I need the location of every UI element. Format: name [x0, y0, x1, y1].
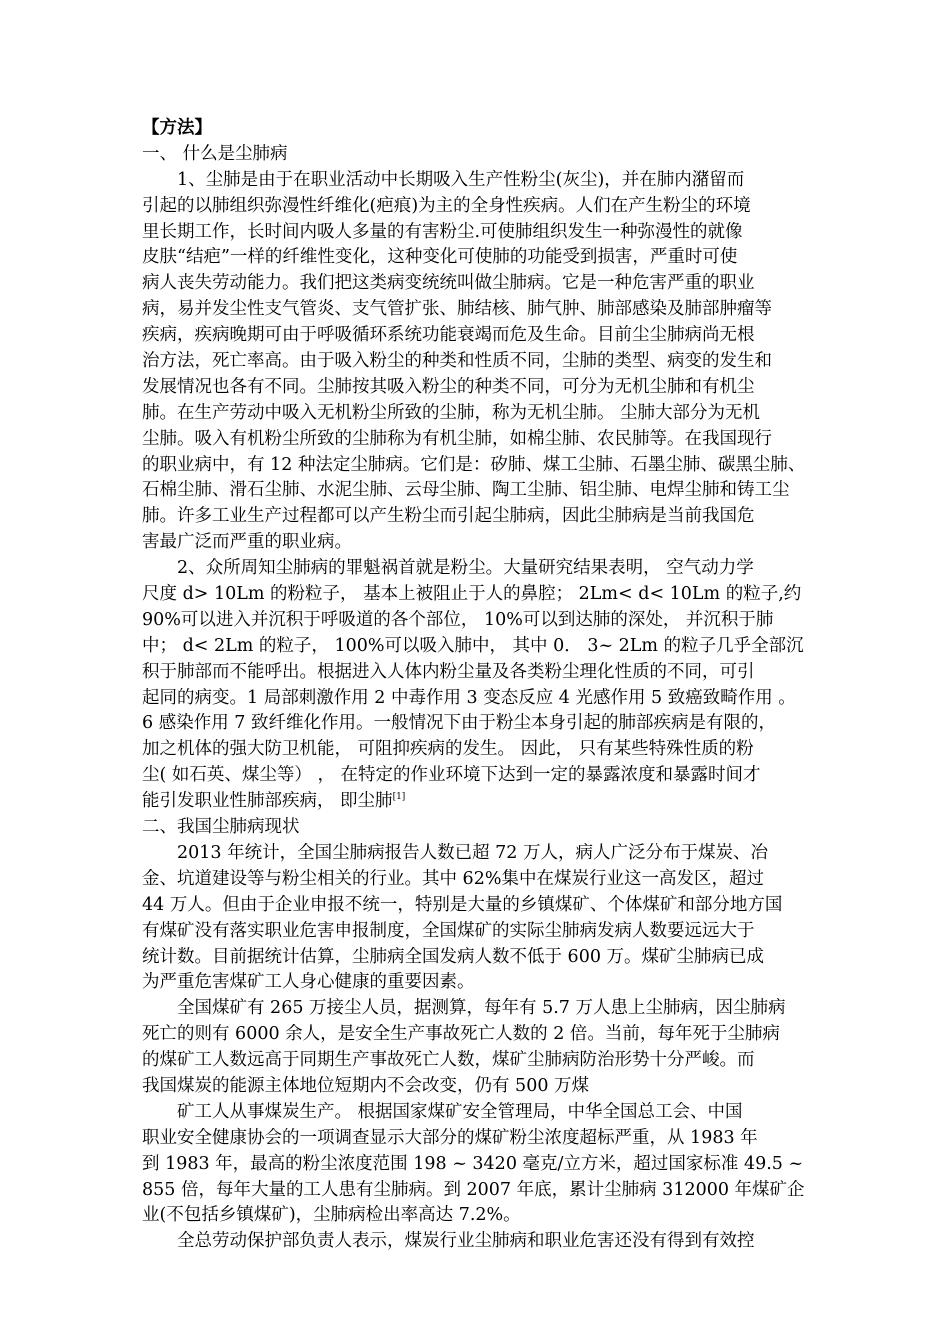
text-line — [142, 1074, 812, 1100]
text-line — [142, 427, 812, 453]
line-text: 业(不包括乡镇煤矿)，尘肺病检出率高达 7.2%。 — [142, 1205, 521, 1226]
line-text: 为严重危害煤矿工人身心健康的重要因素。 — [142, 972, 475, 993]
text-line — [142, 401, 812, 427]
text-line — [142, 867, 812, 893]
text-line — [142, 686, 812, 712]
line-text: 855 倍，每年大量的工人患有尘肺病。到 2007 年底，累计尘肺病 312000 年煤矿企 — [142, 1179, 805, 1200]
line-text: 里长期工作，长时间内吸人多量的有害粉尘.可使肺组织发生一种弥漫性的就像 — [142, 221, 743, 242]
text-line — [142, 608, 812, 634]
text-line — [142, 478, 812, 504]
line-text: 能引发职业性肺部疾病， 即尘肺 — [142, 791, 393, 812]
line-text: 1、尘肺是由于在职业活动中长期吸入生产性粉尘(灰尘)，并在肺内潴留而 — [177, 169, 745, 190]
line-text: 全总劳动保护部负责人表示，煤炭行业尘肺病和职业危害还没有得到有效控 — [177, 1231, 755, 1252]
text-line — [142, 220, 812, 246]
text-line — [142, 142, 812, 168]
line-text: 肺。在生产劳动中吸入无机粉尘所致的尘肺，称为无机尘肺。 尘肺大部分为无机 — [142, 402, 761, 423]
text-line — [142, 582, 812, 608]
document-page — [142, 116, 812, 1255]
line-text: 有煤矿没有落实职业危害申报制度，全国煤矿的实际尘肺病发病人数要远远大于 — [142, 920, 755, 941]
line-text: 害最广泛而严重的职业病。 — [142, 532, 352, 553]
section-heading — [142, 116, 812, 142]
line-text: 病，易并发尘性支气管炎、支气管扩张、肺结核、肺气肿、肺部感染及肺部肿瘤等 — [142, 299, 772, 320]
line-text: 二、我国尘肺病现状 — [142, 817, 300, 838]
line-text: 尺度 d> 10Lm 的粉粒子， 基本上被阻止于人的鼻腔； 2Lm< d< 10Lm 的粒子,约 — [142, 584, 802, 605]
line-text: 2、众所周知尘肺病的罪魁祸首就是粉尘。大量研究结果表明， 空气动力学 — [177, 558, 754, 579]
line-text: 肺。许多工业生产过程都可以产生粉尘而引起尘肺病，因此尘肺病是当前我国危 — [142, 506, 755, 527]
line-text: 一、 什么是尘肺病 — [142, 143, 288, 164]
text-line — [142, 841, 812, 867]
text-line — [142, 323, 812, 349]
text-line — [142, 1178, 812, 1204]
line-text: 病人丧失劳动能力。我们把这类病变统统叫做尘肺病。它是一种危害严重的职业 — [142, 273, 755, 294]
line-text: 石棉尘肺、滑石尘肺、水泥尘肺、云母尘肺、陶工尘肺、铝尘肺、电焊尘肺和铸工尘 — [142, 480, 790, 501]
text-line — [142, 168, 812, 194]
text-line — [142, 1203, 812, 1229]
line-text: 治方法，死亡率高。由于吸入粉尘的种类和性质不同，尘肺的类型、病变的发生和 — [142, 351, 772, 372]
text-line — [142, 453, 812, 479]
line-text: 起同的病变。1 局部刺激作用 2 中毒作用 3 变态反应 4 光感作用 5 致癌致畸作用 。 — [142, 687, 796, 708]
line-text: 金、坑道建设等与粉尘相关的行业。其中 62%集中在煤炭行业这一高发区，超过 — [142, 868, 764, 889]
line-text: 疾病，疾病晚期可由于呼吸循环系统功能衰竭而危及生命。目前尘尘肺病尚无根 — [142, 325, 755, 346]
text-line — [142, 1048, 812, 1074]
text-line — [142, 893, 812, 919]
text-line — [142, 1152, 812, 1178]
line-text: 职业安全健康协会的一项调查显示大部分的煤矿粉尘浓度超标严重，从 1983 年 — [142, 1127, 758, 1148]
line-text: 统计数。目前据统计估算，尘肺病全国发病人数不低于 600 万。煤矿尘肺病已成 — [142, 946, 765, 967]
text-line — [142, 970, 812, 996]
text-line — [142, 375, 812, 401]
line-text: 【方法】 — [142, 118, 212, 138]
line-text: 90%可以进入并沉积于呼吸道的各个部位， 10%可以到达肺的深处， 并沉积于肺 — [142, 609, 774, 630]
text-line — [142, 1022, 812, 1048]
text-line — [142, 194, 812, 220]
line-text: 积于肺部而不能呼出。根据进入人体内粉尘量及各类粉尘理化性质的不同，可引 — [142, 661, 755, 682]
text-line — [142, 1229, 812, 1255]
text-line — [142, 660, 812, 686]
citation-reference: [1] — [392, 792, 406, 803]
line-text: 2013 年统计，全国尘肺病报告人数已超 72 万人，病人广泛分布于煤炭、冶 — [177, 842, 768, 863]
line-text: 到 1983 年，最高的粉尘浓度范围 198 ~ 3420 毫克/立方米，超过国家标准 49.5 ~ — [142, 1153, 804, 1174]
text-line — [142, 737, 812, 763]
line-text: 矿工人从事煤炭生产。 根据国家煤矿安全管理局，中华全国总工会、中国 — [177, 1101, 743, 1122]
line-text: 皮肤“结疤”一样的纤维性变化，这种变化可使肺的功能受到损害，严重时可使 — [142, 247, 738, 268]
text-line — [142, 297, 812, 323]
line-text: 发展情况也各有不同。尘肺按其吸入粉尘的种类不同，可分为无机尘肺和有机尘 — [142, 376, 755, 397]
line-text: 引起的以肺组织弥漫性纤维化(疤痕)为主的全身性疾病。人们在产生粉尘的环境 — [142, 195, 751, 216]
line-text: 尘肺。吸入有机粉尘所致的尘肺称为有机尘肺，如棉尘肺、农民肺等。在我国现行 — [142, 428, 772, 449]
text-line — [142, 763, 812, 789]
line-text: 死亡的则有 6000 余人，是安全生产事故死亡人数的 2 倍。当前，每年死于尘肺病 — [142, 1024, 780, 1045]
line-text: 6 感染作用 7 致纤维化作用。一般情况下由于粉尘本身引起的肺部疾病是有限的， — [142, 713, 776, 734]
line-text: 全国煤矿有 265 万接尘人员，据测算，每年有 5.7 万人患上尘肺病，因尘肺病 — [177, 998, 786, 1019]
line-text: 的煤矿工人数远高于同期生产事故死亡人数，煤矿尘肺病防治形势十分严峻。而 — [142, 1050, 755, 1071]
text-line — [142, 245, 812, 271]
text-line — [142, 945, 812, 971]
text-line — [142, 789, 812, 815]
text-line — [142, 556, 812, 582]
text-line — [142, 1126, 812, 1152]
line-text: 中； d< 2Lm 的粒子， 100%可以吸入肺中， 其中 0． 3~ 2Lm 的粒子几乎全部沉 — [142, 635, 804, 656]
text-line — [142, 271, 812, 297]
text-line — [142, 1100, 812, 1126]
line-text: 尘( 如石英、煤尘等） ， 在特定的作业环境下达到一定的暴露浓度和暴露时间才 — [142, 765, 761, 786]
text-line — [142, 919, 812, 945]
text-line — [142, 996, 812, 1022]
line-text: 44 万人。但由于企业申报不统一，特别是大量的乡镇煤矿、个体煤矿和部分地方国 — [142, 894, 783, 915]
text-line — [142, 504, 812, 530]
line-text: 加之机体的强大防卫机能， 可阻抑疾病的发生。 因此， 只有某些特殊性质的粉 — [142, 739, 754, 760]
text-line — [142, 634, 812, 660]
text-line — [142, 815, 812, 841]
line-text: 我国煤炭的能源主体地位短期内不会改变，仍有 500 万煤 — [142, 1075, 590, 1096]
text-line — [142, 711, 812, 737]
line-text: 的职业病中，有 12 种法定尘肺病。它们是：矽肺、煤工尘肺、石墨尘肺、碳黑尘肺、 — [142, 454, 806, 475]
text-line — [142, 530, 812, 556]
text-line — [142, 349, 812, 375]
